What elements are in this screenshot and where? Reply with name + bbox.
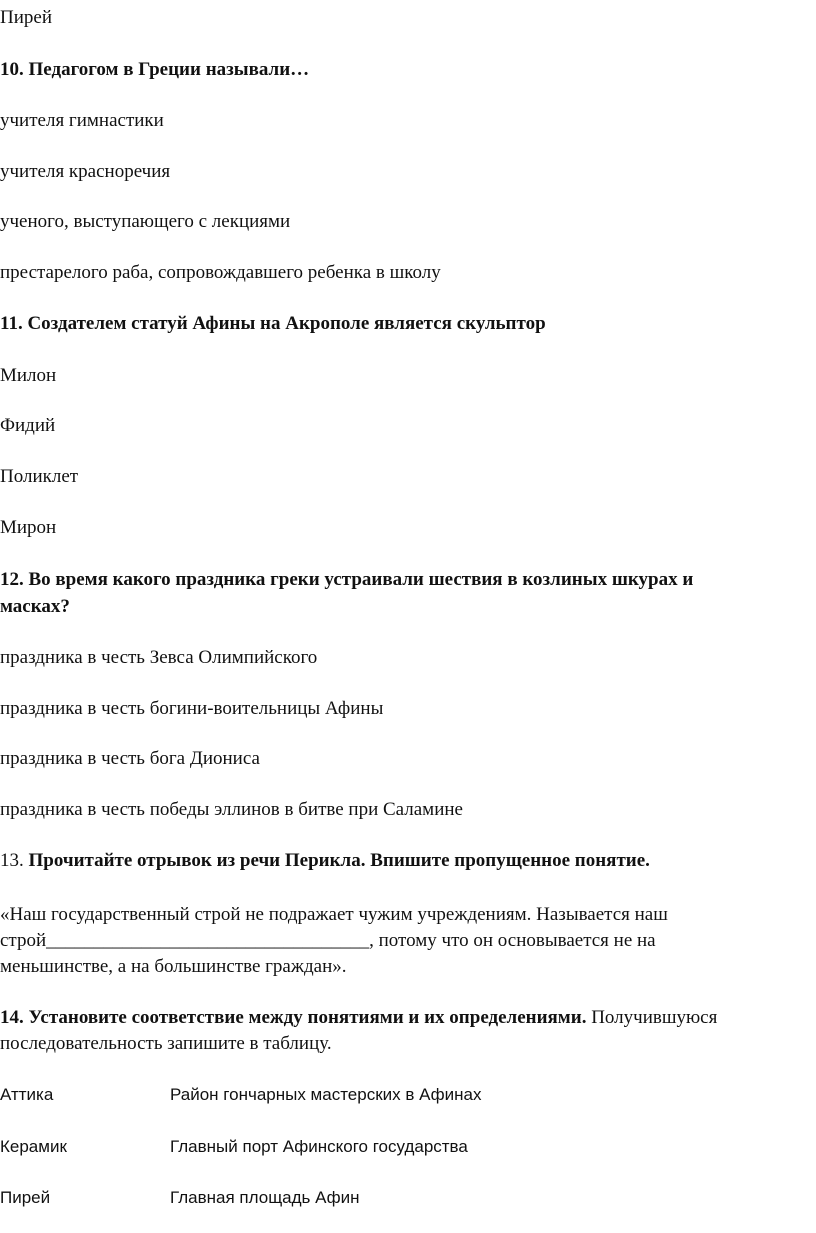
question-12-line-2: масках? — [0, 596, 70, 617]
q13-quote-line-2: строй__________________________________, потому что он основывается не на — [0, 930, 656, 951]
question-10: 10. Педагогом в Греции называли… — [0, 59, 310, 80]
match-term-2: Керамик — [0, 1137, 67, 1156]
q12-option-4: праздника в честь победы эллинов в битве при Саламине — [0, 799, 463, 820]
q13-quote-line-3: меньшинстве, а на большинстве граждан». — [0, 956, 347, 977]
question-12-line-1: 12. Во время какого праздника греки устраивали шествия в козлиных шкурах и — [0, 569, 694, 590]
match-term-3: Пирей — [0, 1188, 51, 1207]
match-definition-2: Главный порт Афинского государства — [170, 1137, 468, 1156]
q12-option-1: праздника в честь Зевса Олимпийского — [0, 647, 318, 668]
question-13 — [0, 849, 650, 873]
question-14-rest-text: Получившуюся — [591, 1007, 718, 1028]
match-definition-3: Главная площадь Афин — [170, 1188, 360, 1207]
match-term-1: Аттика — [0, 1085, 54, 1104]
q10-option-3: ученого, выступающего с лекциями — [0, 211, 291, 232]
top-line-text: Пирей — [0, 7, 52, 28]
q11-option-1: Милон — [0, 365, 57, 386]
q12-option-2: праздника в честь богини-воительницы Афины — [0, 698, 384, 719]
q11-option-4: Мирон — [0, 517, 57, 538]
question-13-number: 13. — [0, 850, 24, 871]
question-14-bold-text: 14. Установите соответствие между понятиями и их определениями. — [0, 1007, 587, 1028]
question-13-text: Прочитайте отрывок из речи Перикла. Впишите пропущенное понятие. — [28, 850, 650, 871]
q12-option-3: праздника в честь бога Диониса — [0, 748, 260, 769]
q11-option-3: Поликлет — [0, 466, 79, 487]
q10-option-4: престарелого раба, сопровождавшего ребенка в школу — [0, 262, 441, 283]
q10-option-2: учителя красноречия — [0, 161, 171, 182]
question-14-line-2: последовательность запишите в таблицу. — [0, 1033, 332, 1054]
match-definition-1: Район гончарных мастерских в Афинах — [170, 1085, 482, 1104]
q11-option-2: Фидий — [0, 415, 56, 436]
question-14-line-1 — [0, 1006, 717, 1030]
q13-quote-line-1: «Наш государственный строй не подражает чужим учреждениям. Называется наш — [0, 904, 668, 925]
question-11: 11. Создателем статуй Афины на Акрополе является скульптор — [0, 313, 546, 334]
q10-option-1: учителя гимнастики — [0, 110, 164, 131]
